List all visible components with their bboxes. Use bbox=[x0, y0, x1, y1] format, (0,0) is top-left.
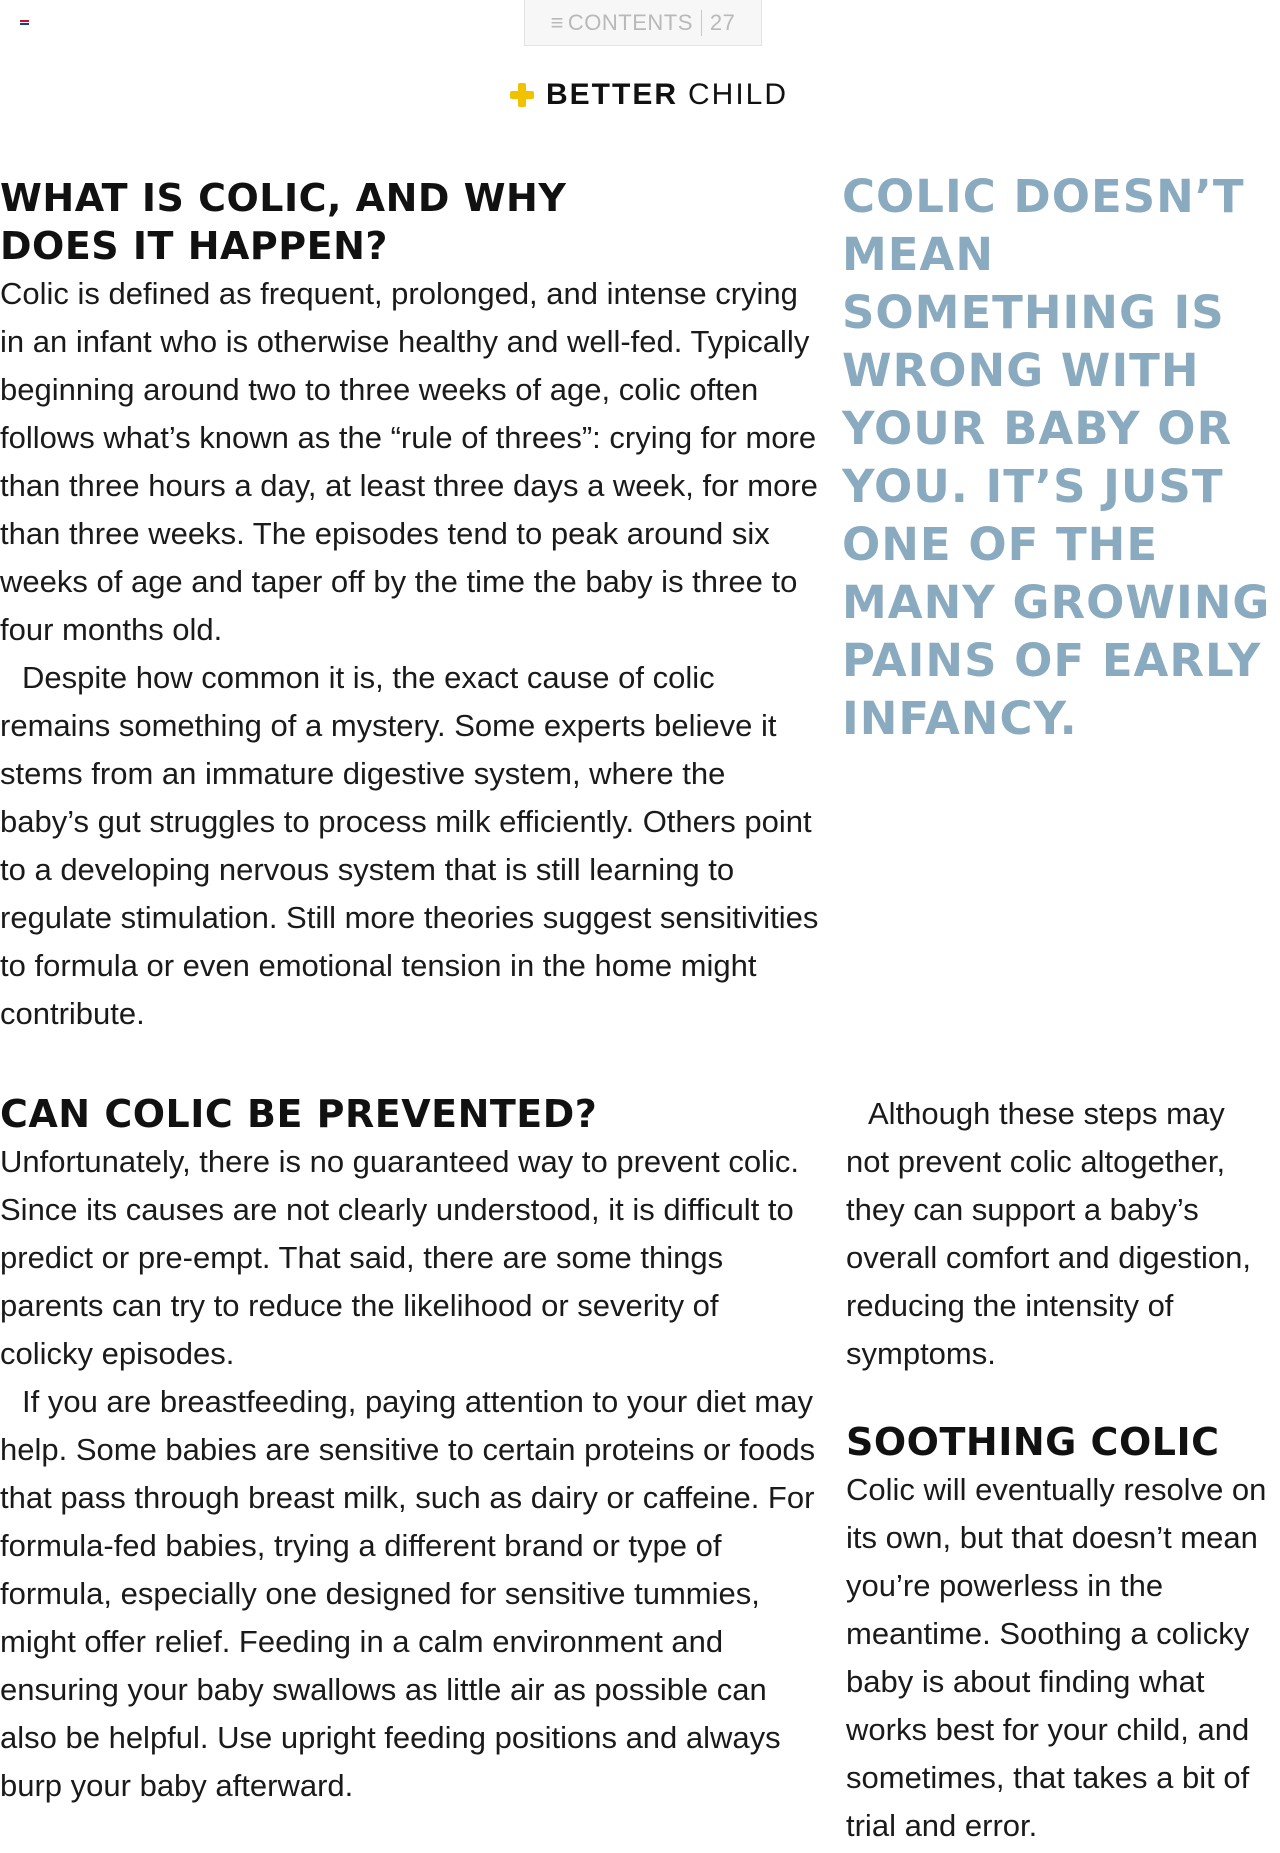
divider bbox=[701, 10, 702, 36]
paragraph: Colic is defined as frequent, prolonged, and intense crying in an infant who is otherwise healthy and well-fed. Typically beginning around two to three weeks of age, colic often follows what’s known as the “rule of threes”: crying for more than three hours a day, at least three days a week, for more than three weeks. The episodes tend to peak around six weeks of age and taper off by the time the baby is three to four months old. bbox=[0, 276, 818, 647]
cross-icon bbox=[510, 83, 534, 107]
menu-icon: ≡ bbox=[550, 9, 564, 35]
section-what-is-colic bbox=[0, 174, 820, 1038]
pull-quote: COLIC DOESN’T MEAN SOMETHING IS WRONG WITH YOUR BABY OR YOU. IT’S JUST ONE OF THE MANY GROWING PAINS OF EARLY INFANCY. bbox=[842, 170, 1271, 745]
page-number: 27 bbox=[709, 9, 736, 35]
paragraph: Although these steps may not prevent colic altogether, they can support a baby’s overall comfort and digestion, reducing the intensity of symptoms. bbox=[846, 1096, 1251, 1371]
paragraph: Colic will eventually resolve on its own, but that doesn’t mean you’re powerless in the meantime. Soothing a colicky baby is about finding what works best for your child, and sometimes, that takes a bit of trial and error. bbox=[846, 1472, 1267, 1843]
contents-button[interactable] bbox=[524, 0, 762, 46]
paragraph: Unfortunately, there is no guaranteed way to prevent colic. Since its causes are not clearly understood, it is difficult to predict or pre-empt. That said, there are some things parents can try to reduce the likelihood or severity of colicky episodes. bbox=[0, 1144, 799, 1371]
section-prevention bbox=[0, 1090, 820, 1810]
contents-label: CONTENTS bbox=[567, 9, 693, 35]
brand-logo bbox=[510, 78, 788, 112]
flag-icon bbox=[20, 20, 29, 27]
section-heading: SOOTHING COLIC bbox=[846, 1420, 1220, 1464]
paragraph: Despite how common it is, the exact cause of colic remains something of a mystery. Some experts believe it stems from an immature digestive system, where the baby’s gut struggles to process milk efficiently. Others point to a developing nervous system that is still learning to regulate stimulation. Still more theories suggest sensitivities to formula or even emotional tension in the home might contribute. bbox=[0, 660, 819, 1031]
paragraph: If you are breastfeeding, paying attention to your diet may help. Some babies are sensitive to certain proteins or foods that pass through breast milk, such as dairy or caffeine. For formula-fed babies, trying a different brand or type of formula, especially one designed for sensitive tummies, might offer relief. Feeding in a calm environment and ensuring your baby swallows as little air as possible can also be helpful. Use upright feeding positions and always burp your baby afterward. bbox=[0, 1384, 816, 1803]
right-column bbox=[846, 1090, 1276, 1850]
section-heading: CAN COLIC BE PREVENTED? bbox=[0, 1092, 598, 1136]
brand-bold: BETTER bbox=[546, 78, 678, 111]
section-heading: WHAT IS COLIC, AND WHY DOES IT HAPPEN? bbox=[0, 176, 567, 268]
brand-light: CHILD bbox=[688, 78, 789, 111]
